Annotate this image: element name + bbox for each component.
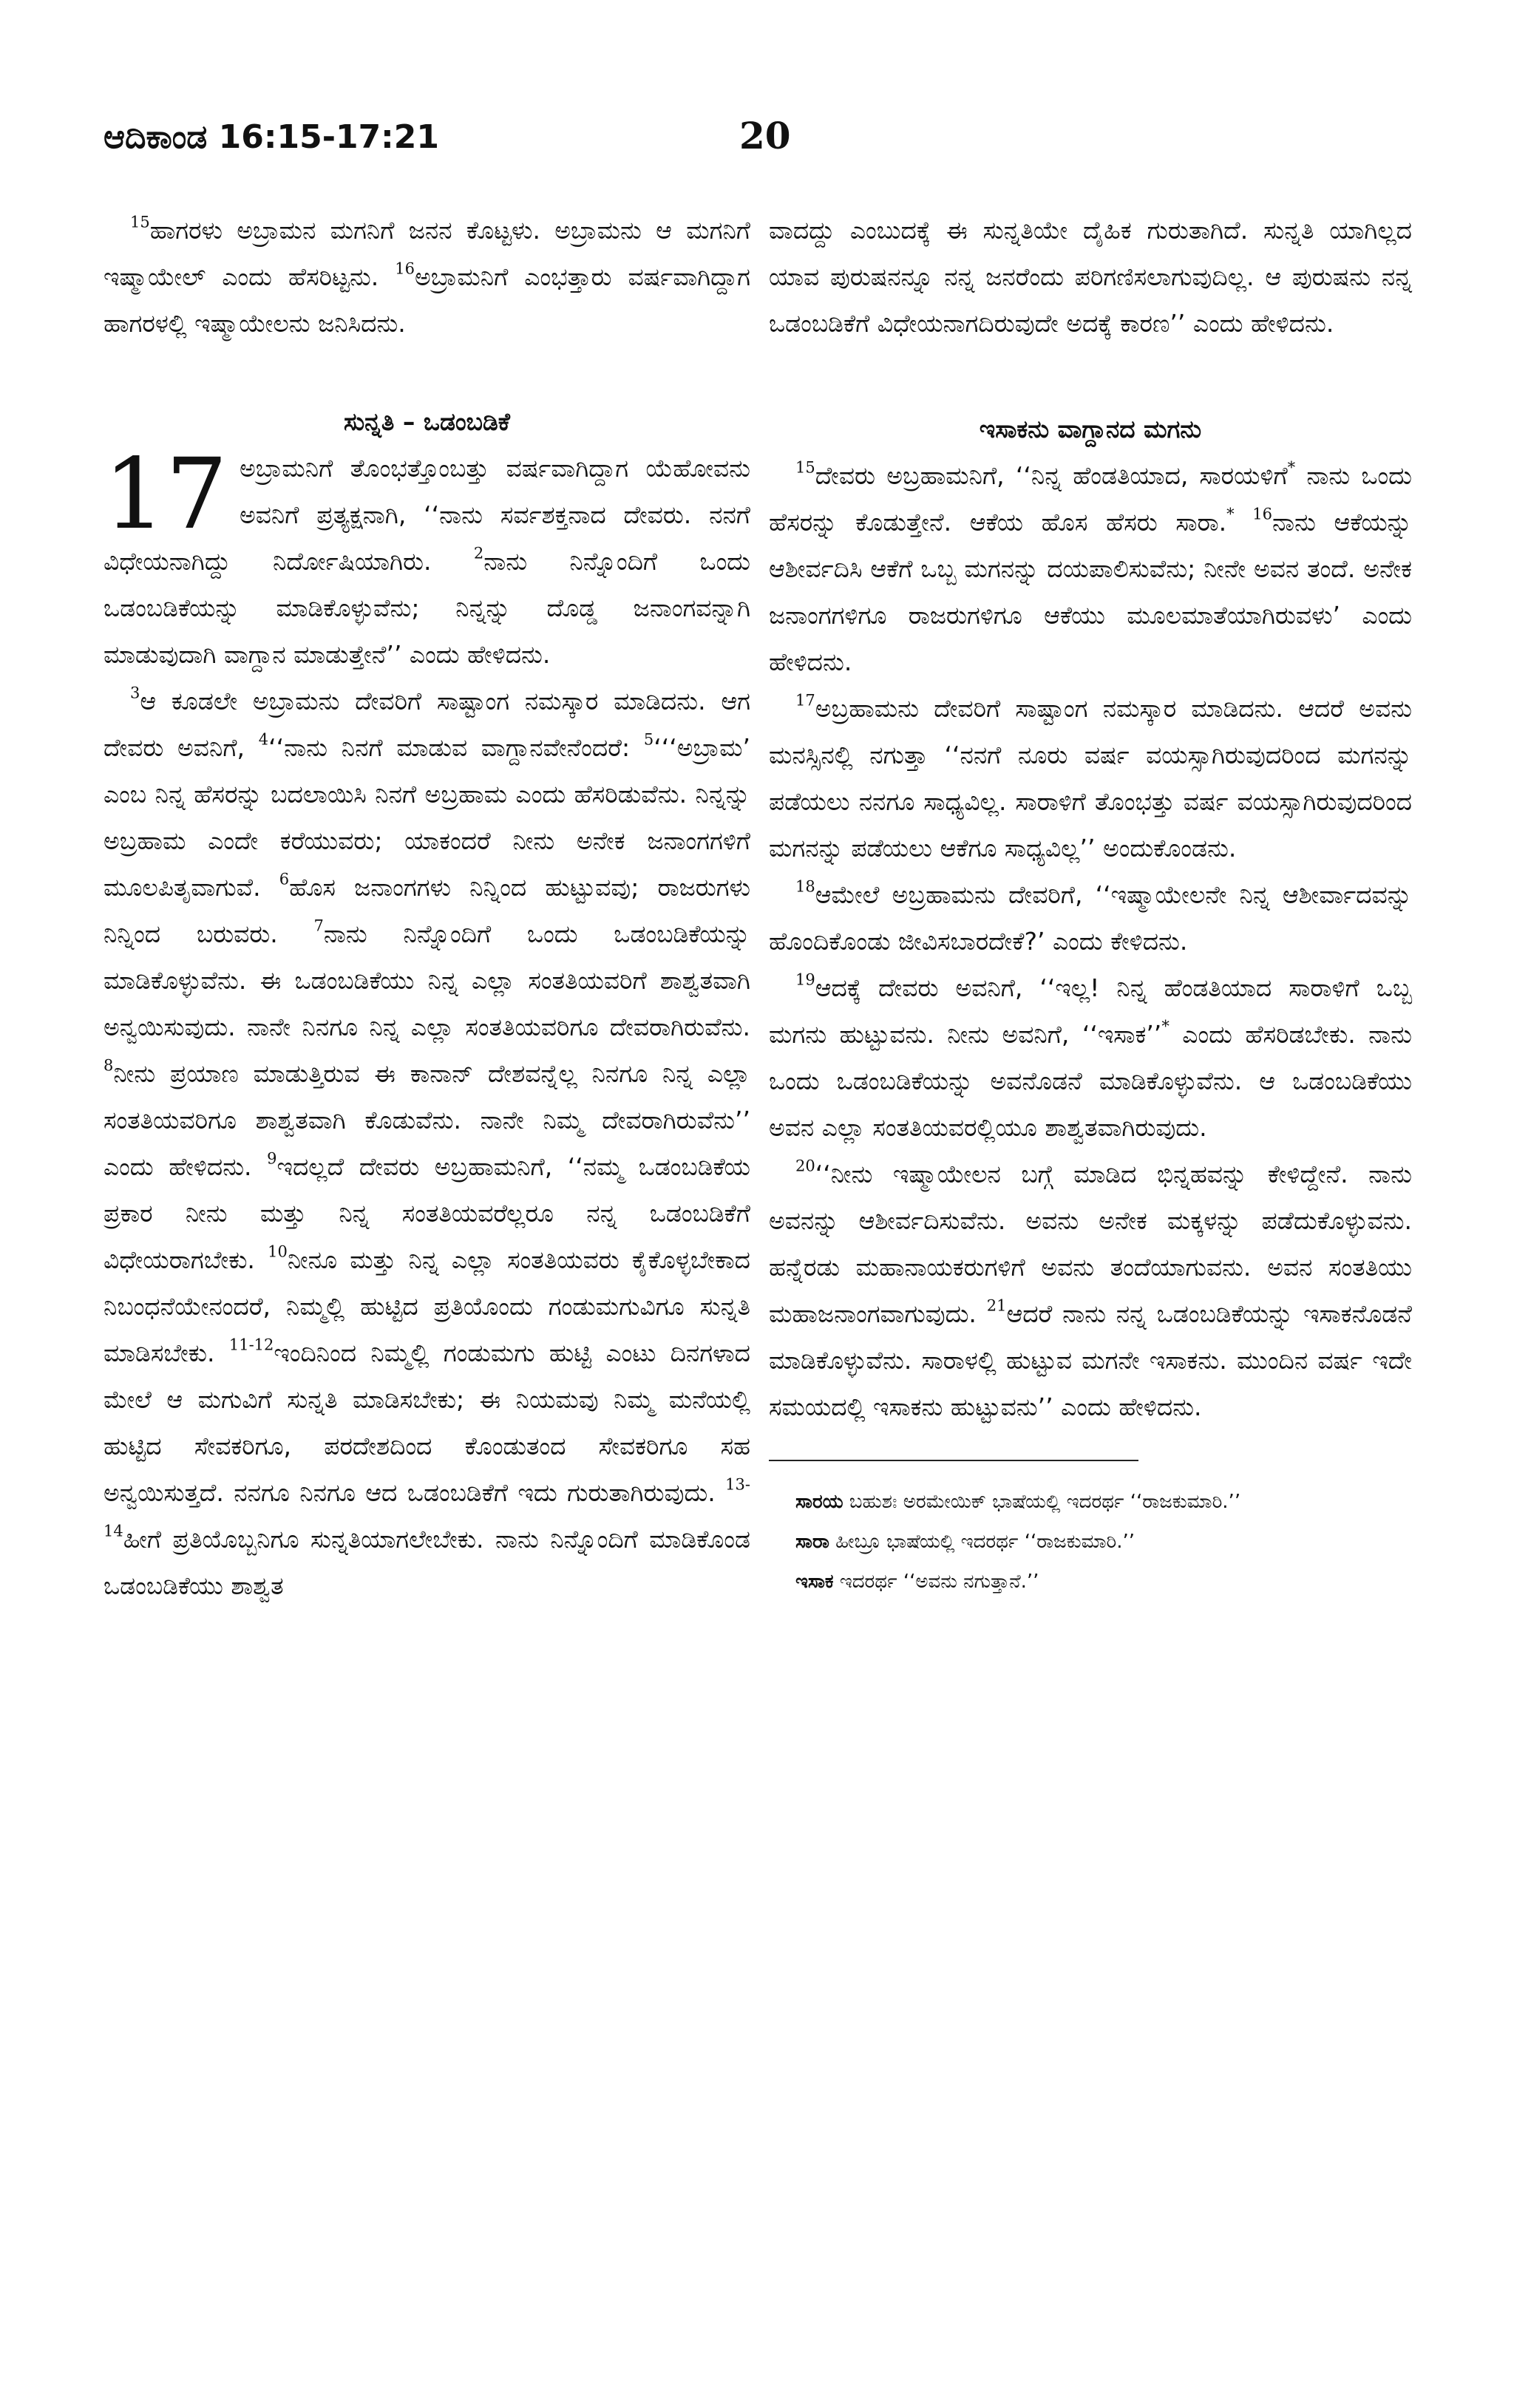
- footnote: [769, 1562, 1412, 1602]
- verse-number: 18: [795, 877, 815, 896]
- verse-number: 17: [795, 691, 815, 710]
- page-header: [103, 114, 1411, 177]
- verse-paragraph: [769, 1151, 1412, 1430]
- page-number: 20: [739, 114, 791, 157]
- verse-paragraph: [103, 678, 750, 1609]
- verse-text: ನಾನು ನಿನ್ನೊಂದಿಗೆ ಒಂದು ಒಡಂಬಡಿಕೆಯನ್ನು ಮಾಡಿಕೊಳ್ಳುವೆನು. ಈ ಒಡಂಬಡಿಕೆಯು ನಿನ್ನ ಎಲ್ಲಾ ಸಂತತಿಯವರಿಗೆ ಶಾಶ್ವತವಾಗಿ ಅನ್ವಯಿಸುವುದು. ನಾನೇ ನಿನಗೂ ನಿನ್ನ ಎಲ್ಲಾ ಸಂತತಿಯವರಿಗೂ ದೇವರಾಗಿರುವೆನು.: [103, 919, 750, 1041]
- verse-number: 21: [986, 1296, 1007, 1315]
- verse-paragraph: [103, 207, 750, 347]
- verse-number: 4: [258, 730, 269, 749]
- verse-text: ಅಬ್ರಹಾಮನು ದೇವರಿಗೆ ಸಾಷ್ಟಾಂಗ ನಮಸ್ಕಾರ ಮಾಡಿದನು. ಆದರೆ ಅವನು ಮನಸ್ಸಿನಲ್ಲಿ ನಗುತ್ತಾ ‘‘ನನಗೆ ನೂರು ವರ್ಷ ವಯಸ್ಸಾಗಿರುವುದರಿಂದ ಮಗನನ್ನು ಪಡೆಯಲು ನನಗೂ ಸಾಧ್ಯವಿಲ್ಲ. ಸಾರಾಳಿಗೆ ತೊಂಭತ್ತು ವರ್ಷ ವಯಸ್ಸಾಗಿರುವುದರಿಂದ ಮಗನನ್ನು ಪಡೆಯಲು ಆಕೆಗೂ ಸಾಧ್ಯವಿಲ್ಲ’’ ಅಂದುಕೊಂಡನು.: [769, 694, 1412, 863]
- verse-text: ಆ ಕೂಡಲೇ ಅಬ್ರಾಮನು ದೇವರಿಗೆ ಸಾಷ್ಟಾಂಗ ನಮಸ್ಕಾರ ಮಾಡಿದನು. ಆಗ ದೇವರು ಅವನಿಗೆ,: [103, 687, 750, 762]
- verse-text: ಅಬ್ರಾಮನಿಗೆ ತೊಂಭತ್ತೊಂಬತ್ತು ವರ್ಷವಾಗಿದ್ದಾಗ ಯೆಹೋವನು ಅವನಿಗೆ ಪ್ರತ್ಯಕ್ಷನಾಗಿ, ‘‘ನಾನು ಸರ್ವಶಕ್ತನಾದ ದೇವರು. ನನಗೆ ವಿಧೇಯನಾಗಿದ್ದು ನಿರ್ದೋಷಿಯಾಗಿರು.: [103, 454, 750, 576]
- verse-text: ಹೊಸ ಜನಾಂಗಗಳು ನಿನ್ನಿಂದ ಹುಟ್ಟುವವು; ರಾಜರುಗಳು ನಿನ್ನಿಂದ ಬರುವರು.: [103, 873, 750, 948]
- verse-text: ಆದರೆ ನಾನು ನನ್ನ ಒಡಂಬಡಿಕೆಯನ್ನು ಇಸಾಕನೊಡನೆ ಮಾಡಿಕೊಳ್ಳುವೆನು. ಸಾರಾಳಲ್ಲಿ ಹುಟ್ಟುವ ಮಗನೇ ಇಸಾಕನು. ಮುಂದಿನ ವರ್ಷ ಇದೇ ಸಮಯದಲ್ಲಿ ಇಸಾಕನು ಹುಟ್ಟುವನು’’ ಎಂದು ಹೇಳಿದನು.: [769, 1299, 1412, 1421]
- footnote-marker[interactable]: *: [1287, 458, 1296, 477]
- footnote-marker[interactable]: *: [1226, 505, 1235, 523]
- verse-paragraph: [769, 685, 1412, 871]
- verse-text: ‘‘ನಾನು ನಿನಗೆ ಮಾಡುವ ವಾಗ್ದಾನವೇನೆಂದರೆ:: [268, 733, 631, 762]
- verse-number: 10: [268, 1242, 288, 1261]
- verse-paragraph: [769, 871, 1412, 965]
- verse-number: 20: [795, 1157, 815, 1175]
- verse-paragraph: [769, 965, 1412, 1151]
- verse-text: ಆದಕ್ಕೆ ದೇವರು ಅವನಿಗೆ, ‘‘ಇಲ್ಲ! ನಿನ್ನ ಹೆಂಡತಿಯಾದ ಸಾರಾಳಿಗೆ ಒಬ್ಬ ಮಗನು ಹುಟ್ಟುವನು. ನೀನು ಅವನಿಗೆ, ‘‘ಇಸಾಕ’’: [769, 973, 1412, 1049]
- verse-text: ಅಬ್ರಾಮನಿಗೆ ಎಂಭತ್ತಾರು ವರ್ಷವಾಗಿದ್ದಾಗ ಹಾಗರಳಲ್ಲಿ ಇಷ್ಮಾಯೇಲನು ಜನಿಸಿದನು.: [103, 262, 750, 338]
- footnote-term: ಸಾರಯ: [795, 1491, 843, 1513]
- footnote-text: ಇದರರ್ಥ ‘‘ಅವನು ನಗುತ್ತಾನೆ.’’: [833, 1571, 1039, 1593]
- chapter-opening-paragraph: [103, 438, 750, 678]
- footnote-term: ಇಸಾಕ: [795, 1571, 834, 1593]
- verse-text: ‘‘‘ಅಬ್ರಾಮ’ ಎಂಬ ನಿನ್ನ ಹೆಸರನ್ನು ಬದಲಾಯಿಸಿ ನಿನಗೆ ಅಬ್ರಹಾಮ ಎಂದು ಹೆಸರಿಡುವೆನು. ನಿನ್ನನ್ನು ಅಬ್ರಹಾಮ ಎಂದೇ ಕರೆಯುವರು; ಯಾಕಂದರೆ ನೀನು ಅನೇಕ ಜನಾಂಗಗಳಿಗೆ ಮೂಲಪಿತೃವಾಗುವೆ.: [103, 733, 750, 902]
- footnote-marker[interactable]: *: [1161, 1017, 1170, 1035]
- verse-text: ‘‘ನೀನು ಇಷ್ಮಾಯೇಲನ ಬಗ್ಗೆ ಮಾಡಿದ ಭಿನ್ನಹವನ್ನು ಕೇಳಿದ್ದೇನೆ. ನಾನು ಅವನನ್ನು ಆಶೀರ್ವದಿಸುವೆನು. ಅವನು ಅನೇಕ ಮಕ್ಕಳನ್ನು ಪಡೆದುಕೊಳ್ಳುವನು. ಹನ್ನೆರಡು ಮಹಾನಾಯಕರುಗಳಿಗೆ ಅವನು ತಂದೆಯಾಗುವನು. ಅವನ ಸಂತತಿಯು ಮಹಾಜನಾಂಗವಾಗುವುದು.: [769, 1160, 1412, 1328]
- verse-number: 2: [473, 544, 484, 562]
- verse-number: 7: [313, 916, 324, 935]
- verse-number: 16: [395, 259, 415, 278]
- verse-text: ದೇವರು ಅಬ್ರಹಾಮನಿಗೆ, ‘‘ನಿನ್ನ ಹೆಂಡತಿಯಾದ, ಸಾರಯಳಿಗೆ: [815, 461, 1288, 490]
- chapter-number: 17: [103, 438, 228, 551]
- right-column: [769, 207, 1412, 1602]
- section-heading: ಇಸಾಕನು ವಾಗ್ದಾನದ ಮಗನು: [979, 415, 1202, 443]
- verse-number: 15: [130, 213, 150, 231]
- verse-number: 19: [795, 970, 815, 989]
- section-heading: ಸುನ್ನತಿ – ಒಡಂಬಡಿಕೆ: [344, 407, 510, 436]
- verse-text: ಇಂದಿನಿಂದ ನಿಮ್ಮಲ್ಲಿ ಗಂಡುಮಗು ಹುಟ್ಟಿ ಎಂಟು ದಿನಗಳಾದ ಮೇಲೆ ಆ ಮಗುವಿಗೆ ಸುನ್ನತಿ ಮಾಡಿಸಬೇಕು; ಈ ನಿಯಮವು ನಿಮ್ಮ ಮನೆಯಲ್ಲಿ ಹುಟ್ಟಿದ ಸೇವಕರಿಗೂ, ಪರದೇಶದಿಂದ ಕೊಂಡುತಂದ ಸೇವಕರಿಗೂ ಸಹ ಅನ್ವಯಿಸುತ್ತದೆ. ನನಗೂ ನಿನಗೂ ಆದ ಒಡಂಬಡಿಕೆಗೆ ಇದು ಗುರುತಾಗಿರುವುದು.: [103, 1339, 751, 1507]
- footnote: [769, 1482, 1412, 1522]
- verse-paragraph: [769, 452, 1412, 685]
- verse-number: 8: [103, 1056, 114, 1075]
- footnote-divider: [769, 1460, 1138, 1461]
- verse-text: ನಾನು ಒಂದು ಹೆಸರನ್ನು ಕೊಡುತ್ತೇನೆ. ಆಕೆಯ ಹೊಸ ಹೆಸರು ಸಾರಾ.: [769, 461, 1412, 537]
- verse-text: ನೀನು ಪ್ರಯಾಣ ಮಾಡುತ್ತಿರುವ ಈ ಕಾನಾನ್ ದೇಶವನ್ನೆಲ್ಲ ನಿನಗೂ ನಿನ್ನ ಎಲ್ಲಾ ಸಂತತಿಯವರಿಗೂ ಶಾಶ್ವತವಾಗಿ ಕೊಡುವೆನು. ನಾನೇ ನಿಮ್ಮ ದೇವರಾಗಿರುವೆನು’’ ಎಂದು ಹೇಳಿದನು.: [103, 1059, 750, 1181]
- verse-text: ಹೀಗೆ ಪ್ರತಿಯೊಬ್ಬನಿಗೂ ಸುನ್ನತಿಯಾಗಲೇಬೇಕು. ನಾನು ನಿನ್ನೊಂದಿಗೆ ಮಾಡಿಕೊಂಡ ಒಡಂಬಡಿಕೆಯು ಶಾಶ್ವತ: [103, 1525, 750, 1600]
- verse-number: 3: [130, 684, 140, 702]
- footnote-text: ಹೀಬ್ರೂ ಭಾಷೆಯಲ್ಲಿ ಇದರರ್ಥ ‘‘ರಾಜಕುಮಾರಿ.’’: [829, 1531, 1136, 1553]
- verse-number: 9: [267, 1149, 277, 1168]
- verse-text: ನಾನು ಆಕೆಯನ್ನು ಆಶೀರ್ವದಿಸಿ ಆಕೆಗೆ ಒಬ್ಬ ಮಗನನ್ನು ದಯಪಾಲಿಸುವೆನು; ನೀನೇ ಅವನ ತಂದೆ. ಅನೇಕ ಜನಾಂಗಗಳಿಗೂ ರಾಜರುಗಳಿಗೂ ಆಕೆಯು ಮೂಲಮಾತೆಯಾಗಿರುವಳು’ ಎಂದು ಹೇಳಿದನು.: [769, 508, 1412, 676]
- verse-text: ನೀನೂ ಮತ್ತು ನಿನ್ನ ಎಲ್ಲಾ ಸಂತತಿಯವರು ಕೈಕೊಳ್ಳಬೇಕಾದ ನಿಬಂಧನೆಯೇನಂದರೆ, ನಿಮ್ಮಲ್ಲಿ ಹುಟ್ಟಿದ ಪ್ರತಿಯೊಂದು ಗಂಡುಮಗುವಿಗೂ ಸುನ್ನತಿ ಮಾಡಿಸಬೇಕು.: [103, 1245, 750, 1367]
- footnote-term: ಸಾರಾ: [795, 1531, 829, 1553]
- footnote: [769, 1522, 1412, 1562]
- verse-number: 16: [1252, 505, 1272, 523]
- left-column: [103, 207, 750, 1609]
- verse-paragraph: ವಾದದ್ದು ಎಂಬುದಕ್ಕೆ ಈ ಸುನ್ನತಿಯೇ ದೈಹಿಕ ಗುರುತಾಗಿದೆ. ಸುನ್ನತಿ ಯಾಗಿಲ್ಲದ ಯಾವ ಪುರುಷನನ್ನೂ ನನ್ನ ಜನರೆಂದು ಪರಿಗಣಿಸಲಾಗುವುದಿಲ್ಲ. ಆ ಪುರುಷನು ನನ್ನ ಒಡಂಬಡಿಕೆಗೆ ವಿಧೇಯನಾಗದಿರುವುದೇ ಅದಕ್ಕೆ ಕಾರಣ’’ ಎಂದು ಹೇಳಿದನು.: [769, 216, 1412, 338]
- verse-text: ಹಾಗರಳು ಅಬ್ರಾಮನ ಮಗನಿಗೆ ಜನನ ಕೊಟ್ಟಳು. ಅಬ್ರಾಮನು ಆ ಮಗನಿಗೆ ಇಷ್ಮಾಯೇಲ್ ಎಂದು ಹೆಸರಿಟ್ಟನು.: [103, 216, 750, 291]
- verse-number: 13-14: [103, 1475, 750, 1540]
- verse-number: 15: [795, 458, 815, 477]
- verse-text: ಇದಲ್ಲದೆ ದೇವರು ಅಬ್ರಹಾಮನಿಗೆ, ‘‘ನಮ್ಮ ಒಡಂಬಡಿಕೆಯ ಪ್ರಕಾರ ನೀನು ಮತ್ತು ನಿನ್ನ ಸಂತತಿಯವರೆಲ್ಲರೂ ನನ್ನ ಒಡಂಬಡಿಕೆಗೆ ವಿಧೇಯರಾಗಬೇಕು.: [103, 1152, 750, 1274]
- footnote-text: ಬಹುಶಃ ಅರಮೇಯಿಕ್ ಭಾಷೆಯಲ್ಲಿ ಇದರರ್ಥ ‘‘ರಾಜಕುಮಾರಿ.’’: [843, 1491, 1241, 1513]
- verse-text: ಎಂದು ಹೆಸರಿಡಬೇಕು. ನಾನು ಒಂದು ಒಡಂಬಡಿಕೆಯನ್ನು ಅವನೊಡನೆ ಮಾಡಿಕೊಳ್ಳುವೆನು. ಆ ಒಡಂಬಡಿಕೆಯು ಅವನ ಎಲ್ಲಾ ಸಂತತಿಯವರಲ್ಲಿಯೂ ಶಾಶ್ವತವಾಗಿರುವುದು.: [769, 1020, 1413, 1142]
- verse-text: ನಾನು ನಿನ್ನೊಂದಿಗೆ ಒಂದು ಒಡಂಬಡಿಕೆಯನ್ನು ಮಾಡಿಕೊಳ್ಳುವೆನು; ನಿನ್ನನ್ನು ದೊಡ್ಡ ಜನಾಂಗವನ್ನಾಗಿ ಮಾಡುವುದಾಗಿ ವಾಗ್ದಾನ ಮಾಡುತ್ತೇನೆ’’ ಎಂದು ಹೇಳಿದನು.: [103, 547, 750, 669]
- verse-number: 11-12: [228, 1336, 274, 1354]
- verse-text: ಆಮೇಲೆ ಅಬ್ರಹಾಮನು ದೇವರಿಗೆ, ‘‘ಇಷ್ಮಾಯೇಲನೇ ನಿನ್ನ ಆಶೀರ್ವಾದವನ್ನು ಹೊಂದಿಕೊಂಡು ಜೀವಿಸಬಾರದೇಕೆ?’ ಎಂದು ಕೇಳಿದನು.: [769, 880, 1412, 956]
- book-reference: ಆದಿಕಾಂಡ 16:15-17:21: [103, 118, 440, 156]
- verse-number: 5: [643, 730, 654, 749]
- verse-number: 6: [279, 870, 290, 888]
